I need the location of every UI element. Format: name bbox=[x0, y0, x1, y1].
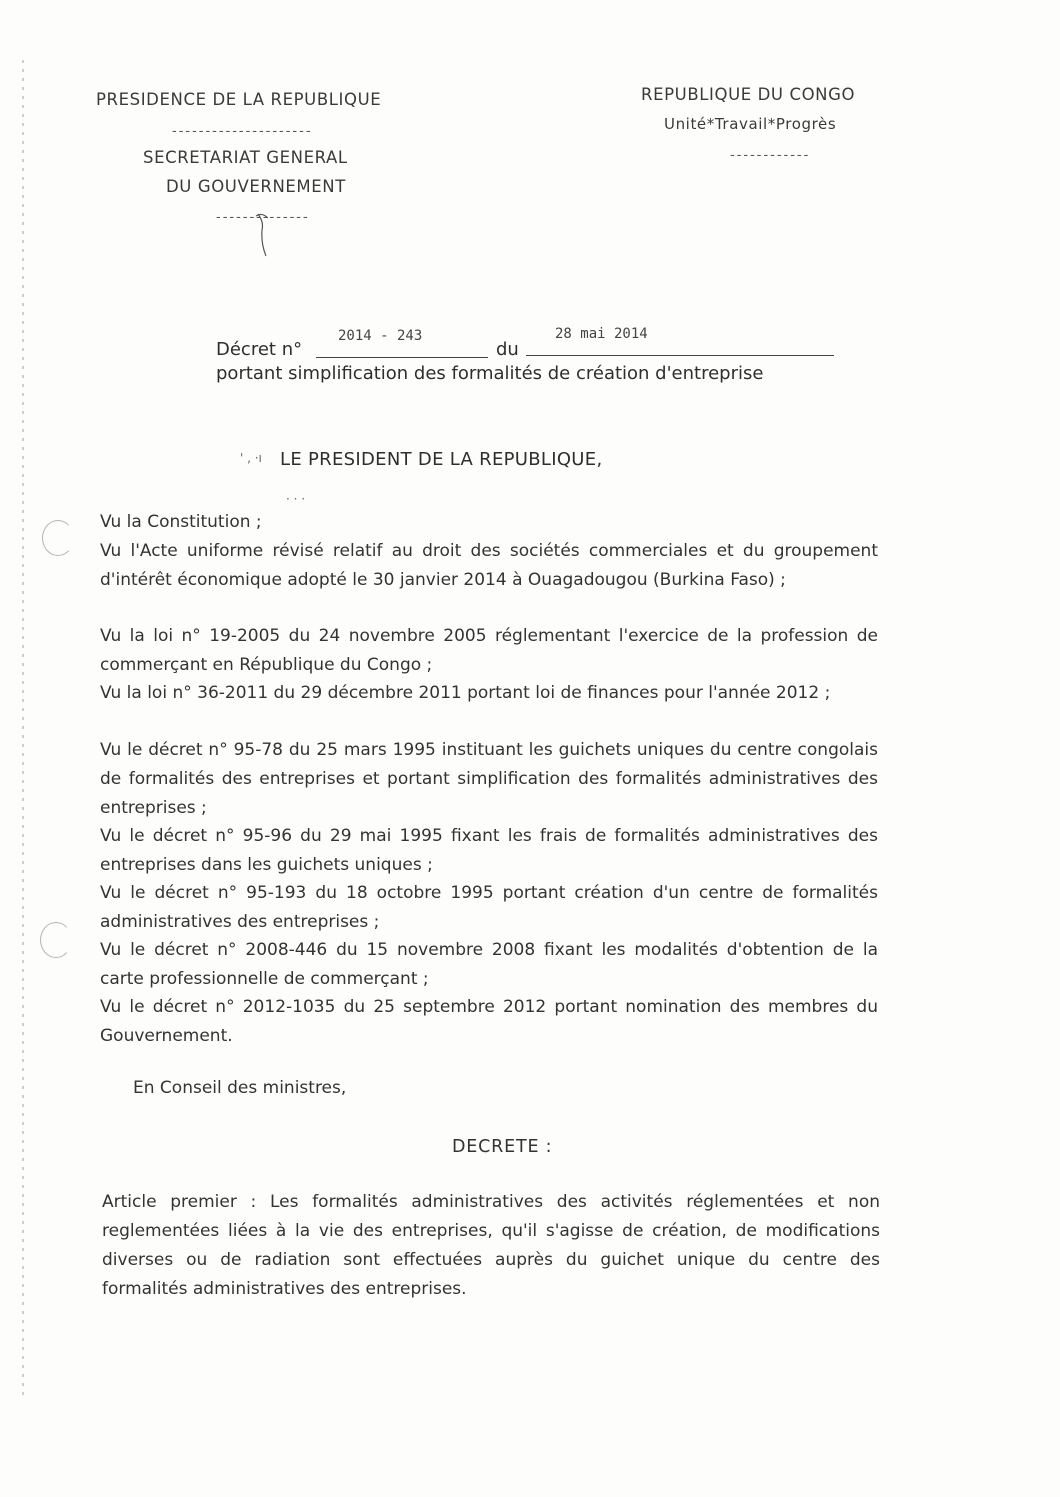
decree-date: 28 mai 2014 bbox=[555, 326, 648, 342]
council-line: En Conseil des ministres, bbox=[133, 1078, 347, 1098]
decree-date-line bbox=[526, 355, 834, 356]
header-secretariat-line2: DU GOUVERNEMENT bbox=[166, 177, 346, 196]
decree-subject: portant simplification des formalités de création d'entreprise bbox=[216, 363, 764, 384]
header-motto: Unité*Travail*Progrès bbox=[664, 115, 837, 133]
scan-speck: ' , ·ı bbox=[240, 451, 262, 465]
scan-speck: · · · bbox=[286, 492, 306, 506]
visa-loi-36-2011: Vu la loi n° 36-2011 du 29 décembre 2011 portant loi de finances pour l'année 2012 ; bbox=[100, 683, 831, 703]
decree-number-label: Décret n° bbox=[216, 339, 303, 360]
punch-hole bbox=[40, 922, 72, 958]
punch-hole bbox=[42, 520, 74, 556]
initials-mark bbox=[252, 194, 276, 264]
visa-decret-95-96: Vu le décret n° 95-96 du 29 mai 1995 fixant les frais de formalités administratives des entreprises dans les guichets uniques ; bbox=[100, 826, 878, 875]
decree-number-line bbox=[316, 357, 488, 358]
decree-date-label: du bbox=[496, 339, 519, 360]
article-premier: Article premier : Les formalités administratives des activités réglementées et non reglementées liées à la vie des entreprises, qu'il s'agisse de création, de modifications diverses ou de radiation sont effectuées auprès du guichet unique du centre des formalités administratives des entreprises. bbox=[102, 1192, 880, 1299]
visa-decret-2008-446: Vu le décret n° 2008-446 du 15 novembre 2008 fixant les modalités d'obtention de la carte professionnelle de commerçant ; bbox=[100, 940, 878, 989]
visa-loi-19-2005: Vu la loi n° 19-2005 du 24 novembre 2005 réglementant l'exercice de la profession de commerçant en République du Congo ; bbox=[100, 626, 878, 675]
president-heading: LE PRESIDENT DE LA REPUBLIQUE, bbox=[280, 449, 603, 470]
visa-decret-95-193: Vu le décret n° 95-193 du 18 octobre 1995 portant création d'un centre de formalités administratives des entreprises ; bbox=[100, 883, 878, 932]
header-secretariat-line1: SECRETARIAT GENERAL bbox=[143, 148, 348, 167]
header-presidency: PRESIDENCE DE LA REPUBLIQUE bbox=[96, 90, 382, 109]
visa-decret-2012-1035: Vu le décret n° 2012-1035 du 25 septembre 2012 portant nomination des membres du Gouvernement. bbox=[100, 997, 878, 1046]
decrees-heading: DECRETE : bbox=[452, 1137, 553, 1157]
header-left-separator: --------------------- bbox=[172, 124, 313, 139]
header-country: REPUBLIQUE DU CONGO bbox=[641, 85, 856, 104]
visa-acte-uniforme: Vu l'Acte uniforme révisé relatif au droit des sociétés commerciales et du groupement d'intérêt économique adopté le 30 janvier 2014 à Ouagadougou (Burkina Faso) ; bbox=[100, 541, 878, 590]
visa-constitution: Vu la Constitution ; bbox=[100, 512, 262, 532]
scan-edge-artifact bbox=[22, 60, 24, 1400]
header-left-separator2: -------------- bbox=[216, 210, 310, 225]
decree-number: 2014 - 243 bbox=[338, 328, 423, 344]
visa-decret-95-78: Vu le décret n° 95-78 du 25 mars 1995 instituant les guichets uniques du centre congolais de formalités des entreprises et portant simplification des formalités administratives des entreprises ; bbox=[100, 740, 878, 818]
header-right-separator: ------------ bbox=[730, 148, 811, 163]
